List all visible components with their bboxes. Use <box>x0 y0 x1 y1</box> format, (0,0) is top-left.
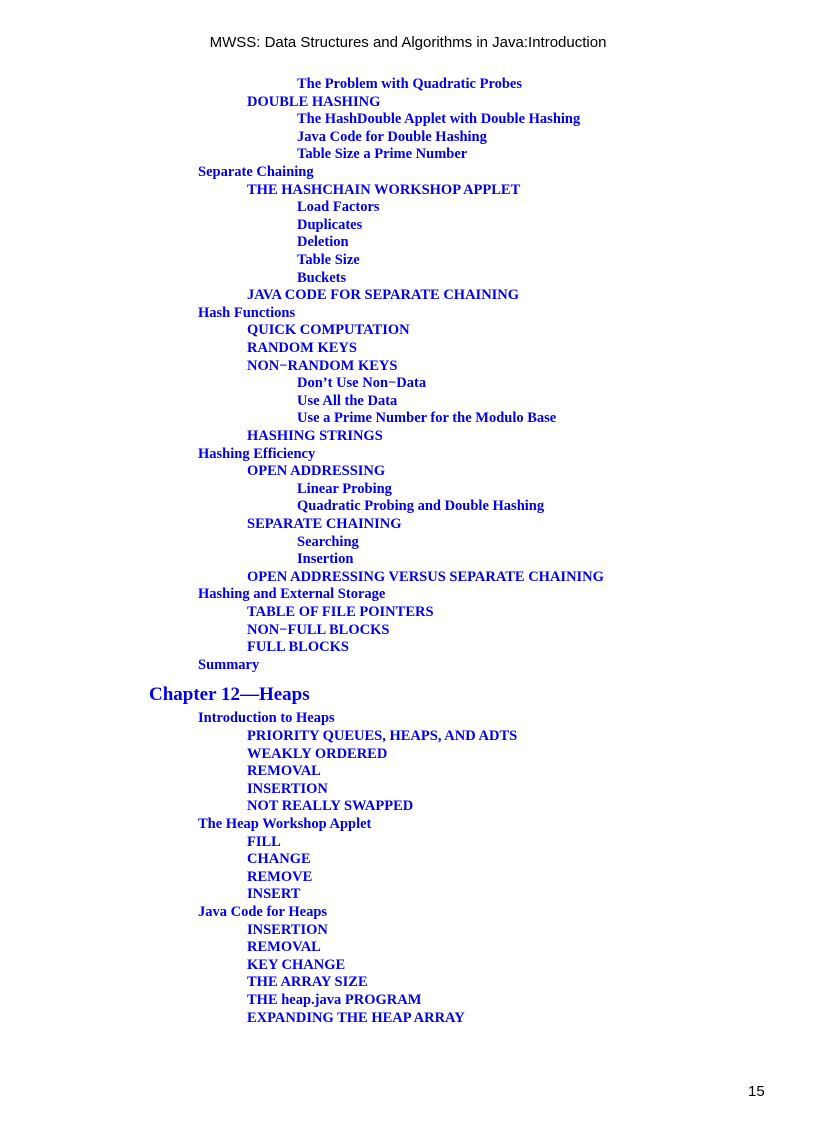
toc-subsubsection-link[interactable]: Insertion <box>297 551 354 568</box>
toc-subsubsection-link[interactable]: Deletion <box>297 234 349 251</box>
toc-subsection-link[interactable]: RANDOM KEYS <box>247 340 357 356</box>
toc-subsection-link[interactable]: FILL <box>247 833 281 850</box>
toc-subsection-link[interactable]: OPEN ADDRESSING VERSUS SEPARATE CHAINING <box>247 568 604 585</box>
toc-subsection-link[interactable]: REMOVAL <box>247 939 321 956</box>
toc-subsection-link[interactable]: WEAKLY ORDERED <box>247 745 388 762</box>
toc-subsection-link[interactable]: INSERTION <box>247 921 328 938</box>
toc-subsection-link[interactable]: THE ARRAY SIZE <box>247 974 368 991</box>
toc-subsubsection-link[interactable]: Use a Prime Number for the Modulo Base <box>297 410 557 427</box>
toc-section-link[interactable]: Hashing and External Storage <box>198 586 386 603</box>
toc-subsection-link[interactable]: HASHING STRINGS <box>247 428 383 444</box>
toc-subsubsection-link[interactable]: Linear Probing <box>297 480 392 497</box>
toc-subsection-link[interactable]: KEY CHANGE <box>247 956 346 973</box>
toc-section-link[interactable]: Summary <box>198 656 260 673</box>
toc-subsection-link[interactable]: NON−FULL BLOCKS <box>247 621 390 638</box>
toc-section-link[interactable]: Java Code for Heaps <box>198 904 328 920</box>
toc-subsection-link[interactable]: SEPARATE CHAINING <box>247 516 402 532</box>
toc-subsubsection-link[interactable]: The Problem with Quadratic Probes <box>297 76 523 92</box>
toc-subsubsection-link[interactable]: Java Code for Double Hashing <box>297 128 487 145</box>
toc-subsubsection-link[interactable]: Searching <box>297 533 359 550</box>
toc-subsubsection-link[interactable]: Buckets <box>297 269 347 286</box>
toc-section-link[interactable]: Hash Functions <box>198 304 296 321</box>
toc-subsection-link[interactable]: JAVA CODE FOR SEPARATE CHAINING <box>247 287 520 304</box>
chapter-heading-link[interactable]: Chapter 12—Heaps <box>149 684 310 706</box>
toc-subsubsection-link[interactable]: Table Size a Prime Number <box>297 146 468 163</box>
toc-subsection-link[interactable]: THE heap.java PROGRAM <box>247 992 422 1008</box>
toc-subsection-link[interactable]: TABLE OF FILE POINTERS <box>247 604 434 620</box>
toc-section-link[interactable]: Hashing Efficiency <box>198 445 316 462</box>
toc-subsection-link[interactable]: NOT REALLY SWAPPED <box>247 798 414 815</box>
toc-subsection-link[interactable]: QUICK COMPUTATION <box>247 322 410 339</box>
page-header: MWSS: Data Structures and Algorithms in Java:Introduction <box>209 34 607 51</box>
toc-section-link[interactable]: Introduction to Heaps <box>198 710 335 727</box>
toc-subsection-link[interactable]: THE HASHCHAIN WORKSHOP APPLET <box>247 181 521 198</box>
toc-subsubsection-link[interactable]: Duplicates <box>297 216 363 233</box>
toc-subsection-link[interactable]: REMOVE <box>247 868 313 885</box>
toc-section-link[interactable]: The Heap Workshop Applet <box>198 816 372 832</box>
toc-subsection-link[interactable]: NON−RANDOM KEYS <box>247 357 398 374</box>
toc-subsection-link[interactable]: OPEN ADDRESSING <box>247 463 386 480</box>
toc-subsection-link[interactable]: REMOVAL <box>247 763 321 780</box>
toc-subsection-link[interactable]: CHANGE <box>247 851 311 868</box>
toc-subsubsection-link[interactable]: Quadratic Probing and Double Hashing <box>297 498 545 515</box>
toc-subsubsection-link[interactable]: The HashDouble Applet with Double Hashing <box>297 111 581 128</box>
toc-subsection-link[interactable]: DOUBLE HASHING <box>247 93 381 110</box>
toc-subsection-link[interactable]: FULL BLOCKS <box>247 639 349 656</box>
toc-subsubsection-link[interactable]: Table Size <box>297 252 360 268</box>
toc-subsubsection-link[interactable]: Load Factors <box>297 199 380 216</box>
toc-subsection-link[interactable]: EXPANDING THE HEAP ARRAY <box>247 1009 465 1026</box>
page-number: 15 <box>748 1083 765 1100</box>
toc-subsubsection-link[interactable]: Don’t Use Non−Data <box>297 375 427 392</box>
toc-subsection-link[interactable]: INSERTION <box>247 780 328 797</box>
toc-section-link[interactable]: Separate Chaining <box>198 164 314 180</box>
toc-subsection-link[interactable]: INSERT <box>247 886 301 903</box>
toc-subsection-link[interactable]: PRIORITY QUEUES, HEAPS, AND ADTS <box>247 728 518 744</box>
toc-subsubsection-link[interactable]: Use All the Data <box>297 392 398 409</box>
